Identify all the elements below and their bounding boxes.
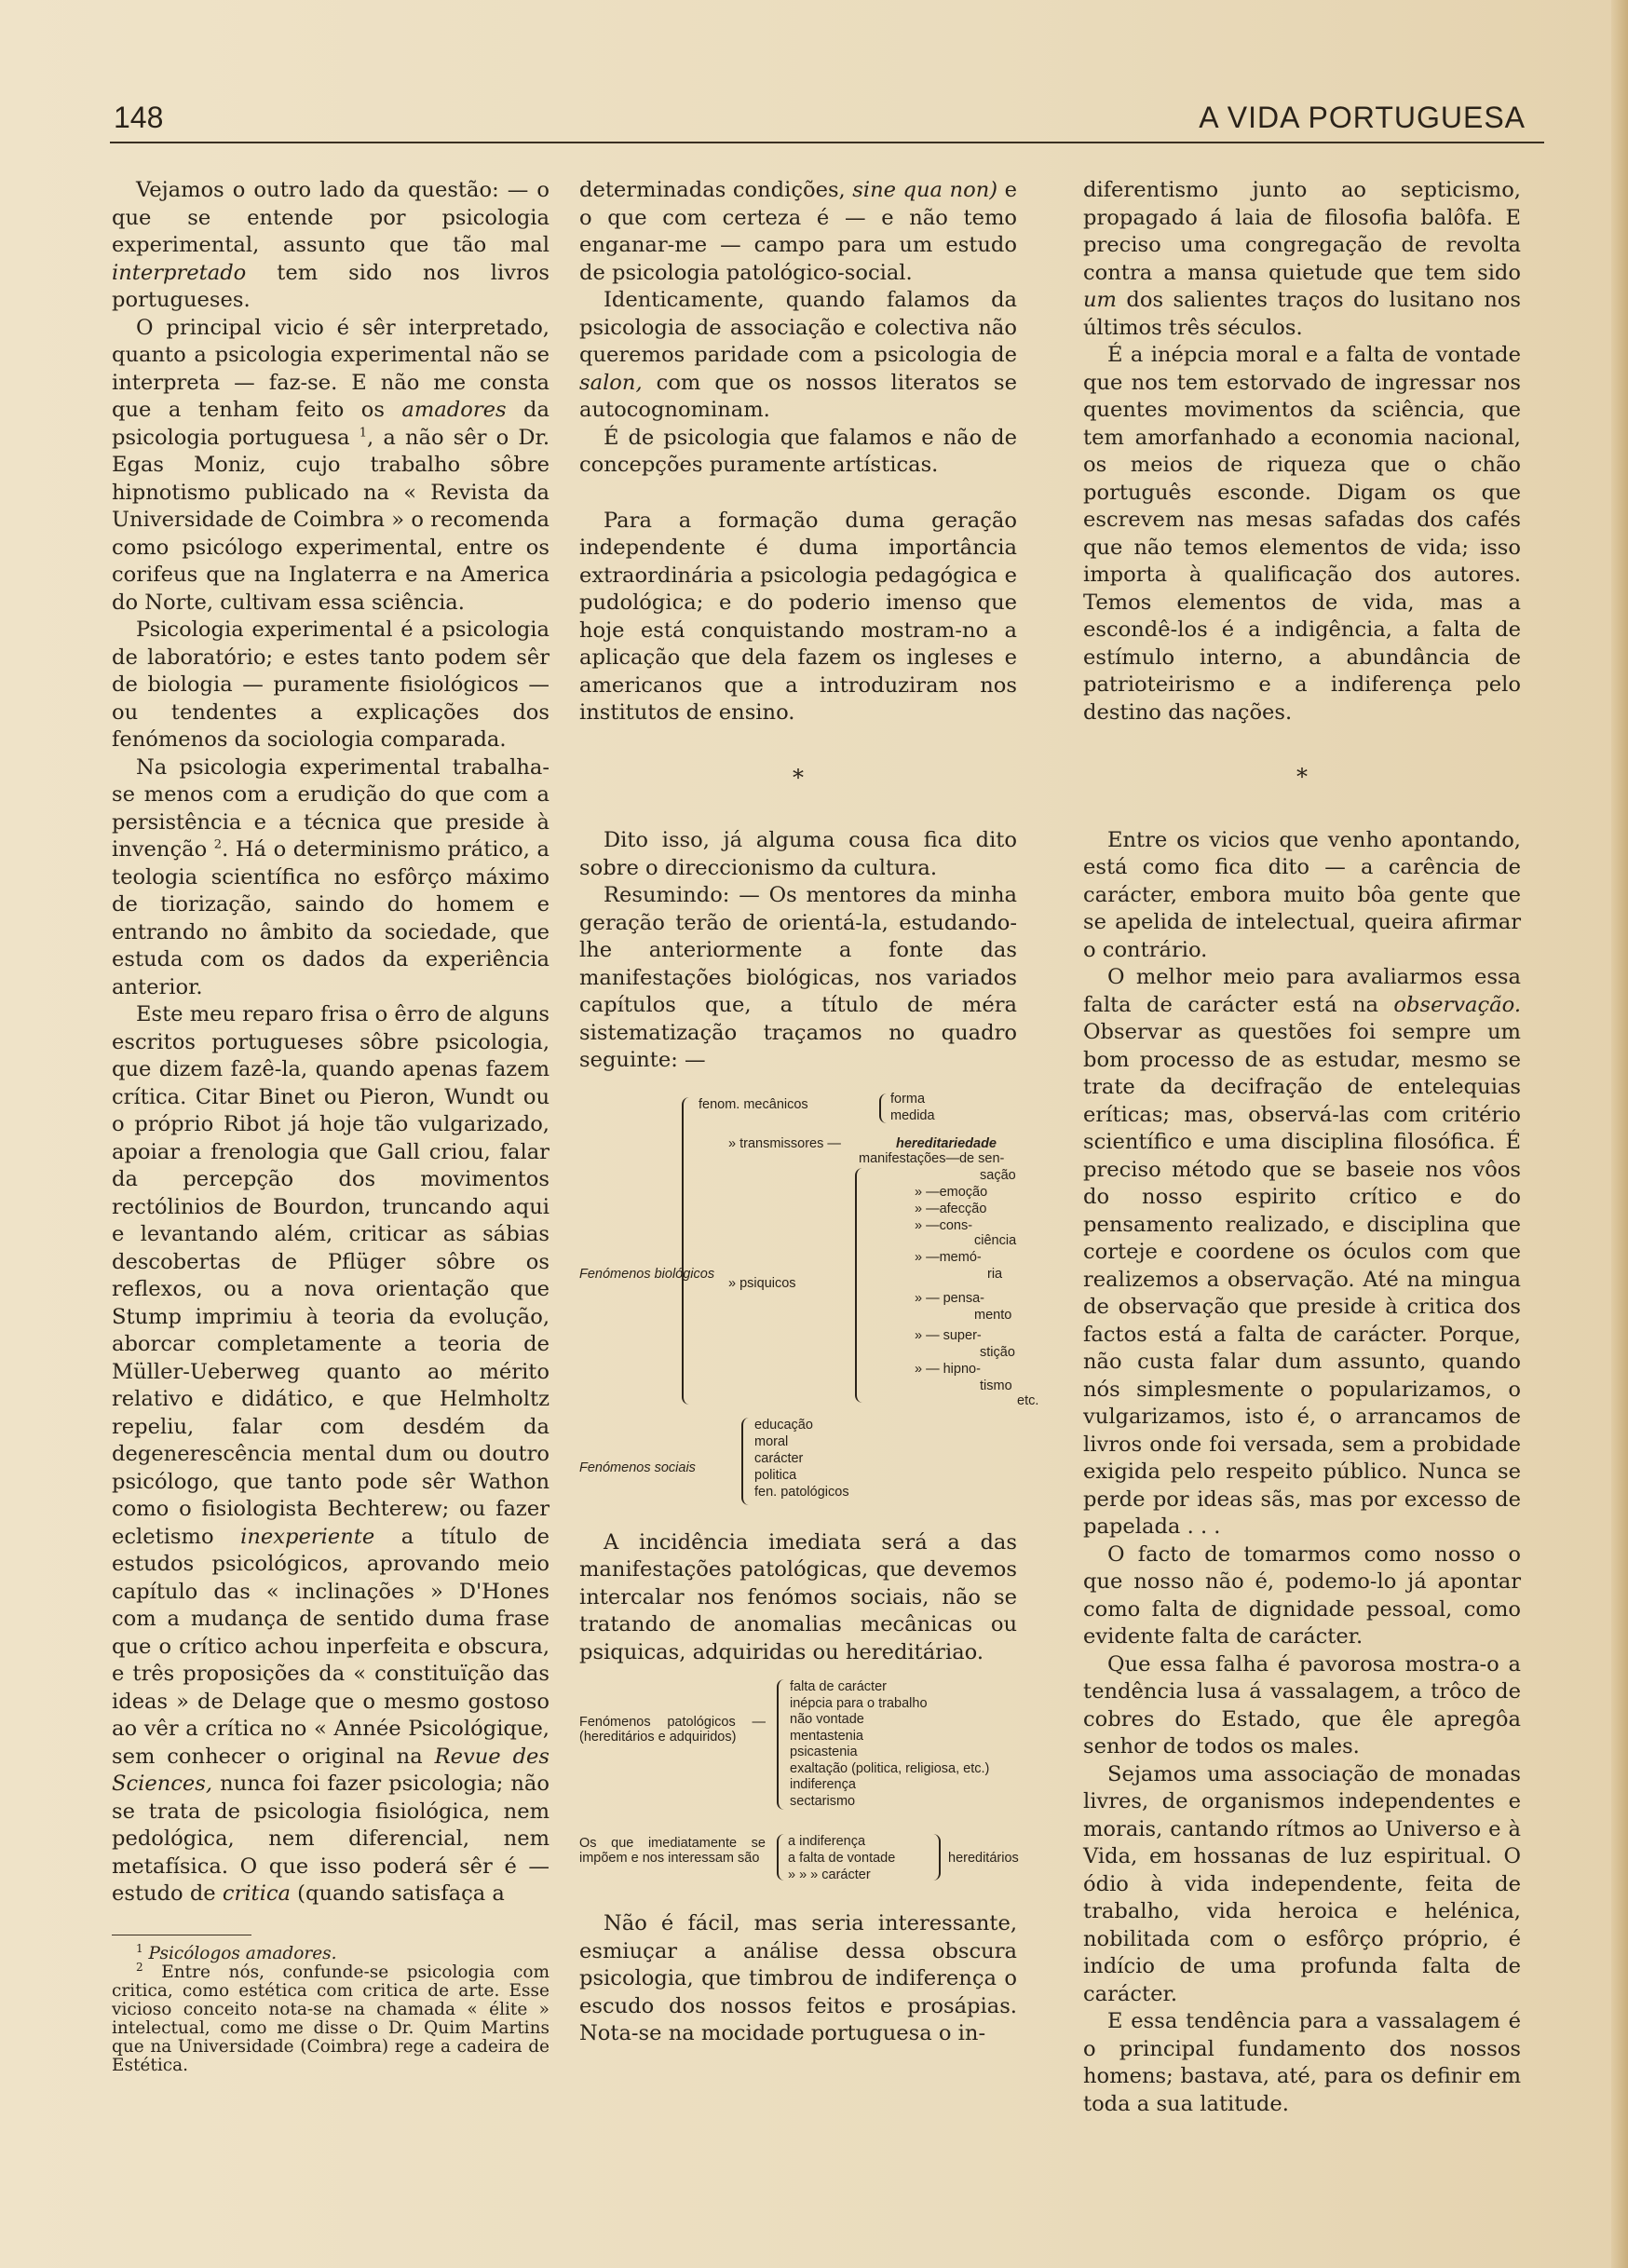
label: Fenómenos biológicos [579, 1266, 715, 1282]
label: politica [754, 1467, 797, 1483]
paragraph: Não é fácil, mas seria interessante, esmiuçar a análise dessa obscura psicologia, que timbrou de indiferença o escudo dos nossos feitos e prosápias. Nota-se na mocidade portuguesa o in- [579, 1911, 1017, 2045]
label: ciência [974, 1232, 1017, 1248]
pathology-item: não vontade [790, 1712, 864, 1727]
label: » » » carácter [788, 1867, 871, 1882]
paragraph: determinadas condições, sine qua non) e o que com certeza é — e não temo enganar-me — campo para um estudo de psicologia patológico-social. [579, 178, 1017, 285]
pathology-item: exaltação (politica, religiosa, etc.) [790, 1760, 990, 1776]
label: mento [974, 1307, 1012, 1323]
pathology-item: sectarismo [790, 1793, 856, 1809]
label: etc. [1017, 1392, 1039, 1408]
label: stição [980, 1344, 1015, 1360]
section-separator: * [793, 764, 804, 791]
pathology-item: psicastenia [790, 1745, 858, 1759]
pathology-item: mentastenia [790, 1728, 863, 1744]
label: forma [890, 1091, 926, 1107]
column-right [1083, 177, 1521, 2118]
brace [682, 1097, 691, 1405]
diagram-biological [579, 1090, 1039, 1500]
label: Os que imediatamente se impõem e nos interessam são [579, 1836, 766, 1866]
label: hereditariedade [896, 1135, 997, 1151]
page-edge [1611, 0, 1628, 2268]
paragraph: Este meu reparo frisa o êrro de alguns escritos portugueses sôbre psicologia, que dizem fazê-la, quando apenas fazem crítica. Citar Binet ou Pieron, Wundt ou o próprio Ribot já hoje tão vulgarizado, apoiar a frenologia que Gall criou, falar da percepção dos movimentos rectólinios de Bourdon, truncando aqui e levantando além, criticar as sábias descobertas de Pflüger sôbre os reflexos, ou a nova orientação que Stump imprimiu à teoria da evolução, aborcar completamente a teoria de Müller-Ueberweg quanto ao mérito relativo e didático, e que Helmholtz repeliu, falar com desdém da degenerescência mental dum ou doutro psicólogo, que tanto pode sêr Wathon como o fisiologista Bechterew; ou fazer ecletismo inexperiente a título de estudos psicológicos, aprovando meio capítulo das « inclinações » D'Hones com a mudança de sentido duma frase que o crítico achou inperfeita e obscura, e três proposições da « constituïção das ideas » de Delage que o mesmo gostoso ao vêr a crítica no « Année Psicológique, sem conhecer o original na Revue des Sciences, nunca foi fazer psicologia; não se trata de psicologia fisiológica, nem pedológica, nem diferencial, nem metafísica. O que isso poderá sêr é — estudo de critica (quando satisfaça a [112, 1002, 550, 1906]
footnote-2: $^2$ Entre nós, confunde-se psicologia com critica, como estética com critica de arte. Esse vicioso conceito nota-se na chamada « élite » intelectual, como me disse o Dr. Quim Martins que na Universidade (Coimbra) rege a cadeira de Estética. [112, 1960, 549, 2075]
label: a falta de vontade [788, 1851, 896, 1866]
column-left [112, 177, 549, 2075]
label: a indiferença [788, 1834, 866, 1849]
paragraph: Dito isso, já alguma cousa fica dito sobre o direccionismo da cultura. [579, 828, 1017, 880]
brace [777, 1834, 784, 1881]
paragraph: Que essa falha é pavorosa mostra-o a tendência lusa á vassalagem, a trôco de cobres do Estado, que êle apregôa senhor de todos os males. [1083, 1651, 1521, 1759]
label: » —emoção [915, 1184, 988, 1200]
label: fen. patológicos [754, 1484, 849, 1500]
paragraph: Para a formação duma geração independente é duma importância extraordinária a psicologia pedagógica e pudológica; e do poderio imenso que hoje está conquistando mostram-no a aplicação que dela fazem os ingleses e americanos que a introduziram nos institutos de ensino. [579, 508, 1017, 725]
journal-title: A VIDA PORTUGUESA [1199, 101, 1526, 134]
diagram-pathological [579, 1679, 1017, 1894]
page-number: 148 [114, 101, 164, 134]
paragraph: Na psicologia experimental trabalha-se menos com a erudição do que com a persistência e a técnica que preside à invenção $^2$. Há o determinismo prático, a teologia scientífica no esfôrço máximo de tiorização, saindo do homem e entrando no âmbito da sociedade, que estuda com os dados da experiência anterior. [112, 754, 550, 999]
pathology-item: falta de carácter [790, 1679, 887, 1694]
label: » —memó- [915, 1249, 982, 1265]
pathology-item: inépcia para o trabalho [790, 1695, 928, 1711]
column-middle [579, 177, 1039, 2048]
paragraph: O facto de tomarmos como nosso o que nosso não é, podemo-lo já apontar como falta de dignidade pessoal, como evidente falta de carácter. [1083, 1541, 1521, 1649]
paragraph: Sejamos uma associação de monadas livres, de organismos independentes e morais, cantando rítmos ao Universo e à Vida, em hossanas de luz espiritual. O ódio à vida independente, feita de trabalho, vida heroica e helénica, nobilitada com o esfôrço próprio, é indício de uma profunda falta de carácter. [1083, 1761, 1521, 2006]
brace [879, 1093, 887, 1123]
brace [741, 1418, 751, 1505]
label: » —cons- [915, 1217, 973, 1233]
pathology-list [790, 1679, 989, 1810]
label: » — hipno- [915, 1361, 981, 1377]
paragraph: É de psicologia que falamos e não de concepções puramente artísticas. [579, 425, 1017, 477]
label: » transmissores — [728, 1135, 841, 1151]
paragraph: O principal vicio é sêr interpretado, quanto a psicologia experimental não se interpreta — faz-se. E não me consta que a tenham feito os amadores da psicologia portuguesa $^1$, a não sêr o Dr. Egas Moniz, cujo trabalho sôbre hipnotismo publicado na « Revista da Universidade de Coimbra » o recomenda como psicólogo experimental, entre os corifeus que na Inglaterra e na America do Norte, cultivam essa sciência. [112, 315, 550, 615]
paragraph: E essa tendência para a vassalagem é o principal fundamento dos nossos homens; bastava, até, para os definir em toda a sua latitude. [1083, 2009, 1521, 2116]
label: » psiquicos [728, 1275, 796, 1291]
paragraph: É a inépcia moral e a falta de vontade que nos tem estorvado de ingressar nos quentes movimentos da sciência, que tem amorfanhado a economia nacional, os meios de riqueza que o chão português esconde. Digam os que escrevem nas mesas safadas dos cafés que não temos elementos de vida; isso importa à qualificação dos autores. Temos elementos de vida, mas a escondê-los é a indigência, a falta de estímulo interno, a abundância de patrioteirismo e a indiferença pelo destino das nações. [1083, 343, 1521, 725]
header-rule [110, 142, 1544, 143]
paragraph: Psicologia experimental é a psicologia de laboratório; e estes tanto podem sêr de biologia — puramente fisiológicos — ou tendentes a explicações dos fenómenos da sociologia comparada. [112, 618, 549, 752]
paragraph: Entre os vicios que venho apontando, está como fica dito — a carência de carácter, embora muito bôa gente que se apelida de intelectual, queira afirmar o contrário. [1083, 827, 1521, 962]
brace [777, 1679, 786, 1810]
brace [933, 1834, 941, 1881]
paragraph: Resumindo: — Os mentores da minha geração terão de orientá-la, estudando-lhe anteriormente a fonte das manifestações biológicas, nos variados capítulos que, a título de méra sistematização traçamos no quadro seguinte: — [579, 883, 1017, 1072]
pathology-item: indiferença [790, 1777, 856, 1792]
paragraph: Identicamente, quando falamos da psicologia de associação e colectiva não queremos paridade com a psicologia de salon, com que os nossos literatos se autocognominam. [579, 288, 1017, 422]
paragraph: diferentismo junto ao septicismo, propagado á laia de filosofia balôfa. E preciso uma congregação de revolta contra a mansa quietude que tem sido um dos salientes traços do lusitano nos últimos três séculos. [1083, 178, 1521, 340]
label: medida [890, 1107, 935, 1123]
section-separator: * [1296, 764, 1308, 790]
label: » — super- [915, 1327, 982, 1343]
label: » —afecção [915, 1201, 987, 1216]
paragraph: O melhor meio para avaliarmos essa falta de carácter está na observação. Observar as questões foi sempre um bom processo de as estudar, mesmo se trate da decifração de entelequias eríticas; mas, observá-las com critério scientífico e uma disciplina filosófica. É preciso método que se baseie nos vôos do nosso espirito crítico e do pensamento realizado, e disciplina que corteje e coordene os óculos com que realizemos a observação. Até na mingua de observação que preside à critica dos factos está a falta de carácter. Porque, não custa falar dum assunto, quando nós simplesmente o popularizamos, o vulgarizamos, isto é, o arrancamos de livros onde foi versada, sem a probidade exigida pelo respeito público. Nunca se perde por ideas sãs, mas por excesso de papelada . . . [1083, 965, 1521, 1539]
label: moral [754, 1433, 789, 1449]
label: hereditários [948, 1851, 1019, 1866]
label: manifestações—de sen- [859, 1150, 1005, 1166]
label: carácter [754, 1450, 804, 1466]
footnote-1: $^1$ Psicólogos amadores. [136, 1941, 337, 1963]
label: ria [987, 1266, 1003, 1282]
label: sação [980, 1167, 1016, 1183]
label: » — pensa- [915, 1290, 984, 1306]
label: tismo [980, 1378, 1012, 1393]
label: fenom. mecânicos [699, 1096, 808, 1112]
paragraph: Vejamos o outro lado da questão: — o que se entende por psicologia experimental, assunto que tão mal interpretado tem sido nos livros portugueses. [112, 178, 549, 312]
brace [855, 1168, 864, 1403]
label: educação [754, 1417, 813, 1433]
paragraph: A incidência imediata será a das manifestações patológicas, que devemos intercalar nos fenómos sociais, não se tratando de anomalias mecânicas ou psiquicas, adquiridas ou hereditáriao. [579, 1529, 1017, 1664]
label: Fenómenos sociais [579, 1460, 696, 1475]
label: Fenómenos patológicos —(hereditários e adquiridos) [579, 1715, 766, 1745]
